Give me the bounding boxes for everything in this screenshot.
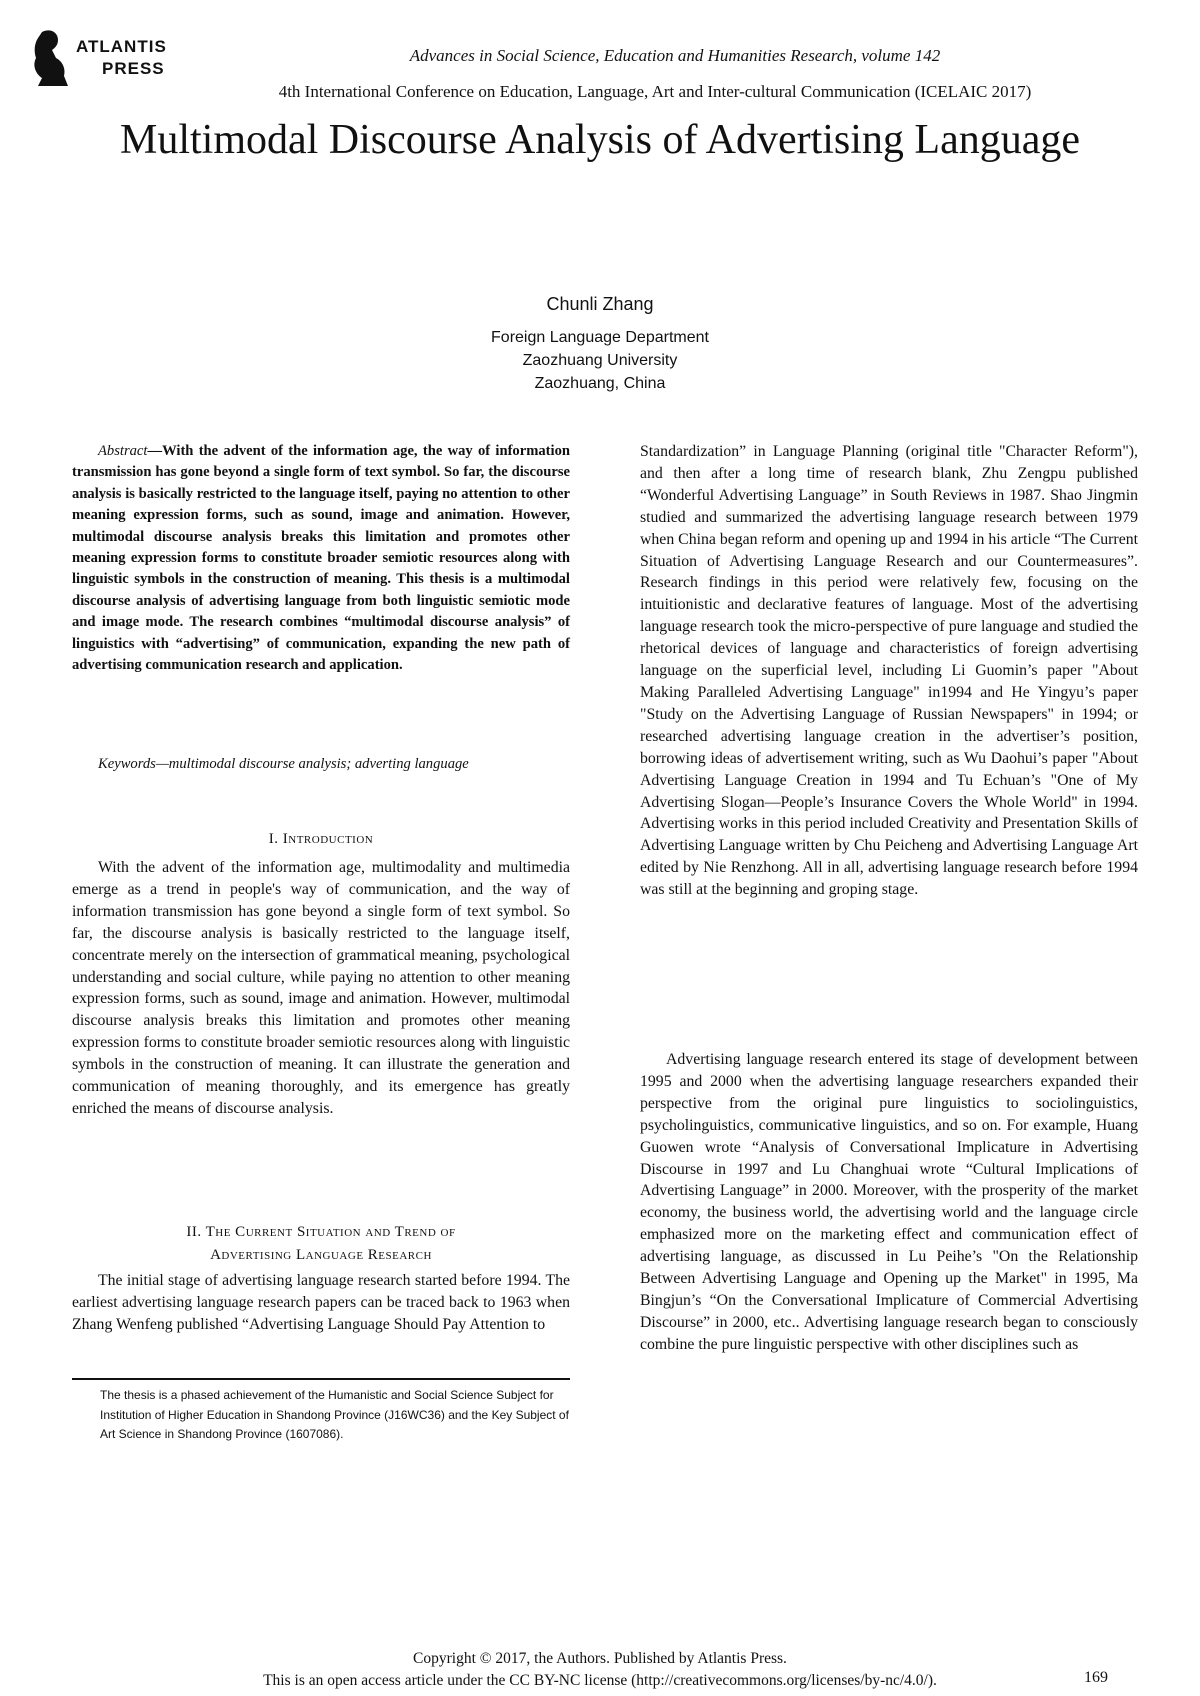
right-column-paragraph-1: Standardization” in Language Planning (original title "Character Reform"), and then after a long time of research blank, Zhu Zengpu published “Wonderful Advertising Language” in South Reviews in 1987. Shao Jingmin studied and summarized the advertising language research between 1979 when China began reform and opening up and 1994 in his article “The Current Situation of Advertising Language Research and our Countermeasures”. Research findings in this period were relatively few, focusing on the intuitionistic and declarative features of language. Most of the advertising language research took the micro-perspective of pure language and studied the rhetorical devices of language and characteristics of foreign advertising language on the superficial level, including Li Guomin’s paper "About Making Paralleled Advertising Language" in1994 and He Yingyu’s paper "Study on the Advertising Language of Russian Newspapers" in 1994; or researched advertising language creation in the advertiser’s position, borrowing ideas of advertisement writing, such as Wu Daohui’s paper "About Advertising Language Creation in 1994 and Tu Echuan’s "One of My Advertising Slogan—People’s Insurance Covers the Whole World" in 1994. Advertising works in this period included Creativity and Presentation Skills of Advertising Language written by Chu Peicheng and Advertising Language Art edited by Nie Renzhong. All in all, advertising language research before 1994 was still at the beginning and groping stage. bbox=[640, 443, 1138, 899]
abstract-label: Abstract bbox=[98, 443, 148, 459]
author-name: Chunli Zhang bbox=[546, 294, 654, 314]
license-line: This is an open access article under the CC BY-NC license (http://creativecommons.org/licenses/by-nc/4.0/). bbox=[263, 1672, 937, 1689]
conference-name: 4th International Conference on Education, Language, Art and Inter-cultural Communication (ICELAIC 2017) bbox=[278, 82, 1032, 101]
right-column-paragraph-2: Advertising language research entered its stage of development between 1995 and 2000 when the advertising language researchers expanded their perspective from the original pure linguistics to sociolinguistics, psycholinguistics, communicative linguistics, and so on. For example, Huang Guowen wrote “Analysis of Conversational Implicature in Advertising Discourse in 1997 and Lu Changhuai wrote “Cultural Implications of Advertising Language” in 2000. Moreover, with the prosperity of the market economy, the business world, the advertising world and the language circle emphasized more on the marketing effect and communication effect of advertising language, as discussed in Lu Peihe’s "On the Relationship Between Advertising Language and Opening up the Market" in 1995, Ma Bingjun’s “On the Conversational Implicature of Commercial Advertising Discourse” in 2000, etc.. Advertising language research began to consciously combine the pure linguistic perspective with other disciplines such as bbox=[640, 1051, 1138, 1353]
journal-name: Advances in Social Science, Education and Humanities Research, volume 142 bbox=[409, 46, 941, 65]
abstract bbox=[72, 441, 570, 676]
keywords: Keywords—multimodal discourse analysis; adverting language bbox=[98, 756, 469, 772]
section-heading-line-2: Advertising Language Research bbox=[210, 1247, 432, 1263]
author-affiliation bbox=[0, 326, 1200, 395]
paper-title: Multimodal Discourse Analysis of Advertising Language bbox=[119, 117, 1081, 163]
logo-line-2: PRESS bbox=[102, 59, 165, 78]
affiliation-location: Zaozhuang, China bbox=[534, 375, 666, 392]
section-heading-introduction: I. Introduction bbox=[268, 831, 374, 847]
abstract-text: —With the advent of the information age, the way of information transmission has gone beyond a single form of text symbol. So far, the discourse analysis is basically restricted to the language itself, paying no attention to other meaning expression forms, such as sound, image and animation. However, multimodal discourse analysis breaks this limitation and promotes other meaning expression forms to constitute broader semiotic resources along with linguistic symbols in the construction of meaning. This thesis is a multimodal discourse analysis of advertising language from both linguistic semiotic mode and image mode. The research combines “multimodal discourse analysis” of linguistics with “advertising” of communication, expanding the new path of advertising communication research and application. bbox=[72, 443, 570, 674]
affiliation-department: Foreign Language Department bbox=[491, 329, 709, 346]
section2-paragraph: The initial stage of advertising language research started before 1994. The earliest advertising language research papers can be traced back to 1963 when Zhang Wenfeng published “Advertising Language Should Pay Attention to bbox=[72, 1272, 570, 1333]
page-number: 169 bbox=[1084, 1669, 1108, 1686]
logo-line-1: ATLANTIS bbox=[76, 37, 167, 56]
footnote-divider bbox=[72, 1378, 570, 1380]
section-heading-current-situation bbox=[72, 1221, 570, 1267]
footnote: The thesis is a phased achievement of the Humanistic and Social Science Subject for Institution of Higher Education in Shandong Province (J16WC36) and the Key Subject of Art Science in Shandong Province (1607086). bbox=[100, 1388, 569, 1441]
copyright-notice bbox=[0, 1648, 1200, 1692]
introduction-paragraph: With the advent of the information age, multimodality and multimedia emerge as a trend in people's way of communication, and the way of information transmission has gone beyond a single form of text symbol. So far, the discourse analysis is basically restricted to the language itself, concentrate merely on the intersection of grammatical meaning, psychological understanding and social culture, while paying no attention to other meaning expression forms, such as sound, image and animation. However, multimodal discourse analysis breaks this limitation and promotes other meaning expression forms to constitute broader semiotic resources along with linguistic symbols in the construction of meaning. It can illustrate the generation and communication of meaning thoroughly, and its emergence has greatly enriched the means of discourse analysis. bbox=[72, 859, 570, 1117]
affiliation-university: Zaozhuang University bbox=[522, 352, 678, 369]
section-heading-line-1: II. The Current Situation and Trend of bbox=[186, 1224, 456, 1240]
copyright-line-1: Copyright © 2017, the Authors. Published by Atlantis Press. bbox=[413, 1650, 787, 1667]
